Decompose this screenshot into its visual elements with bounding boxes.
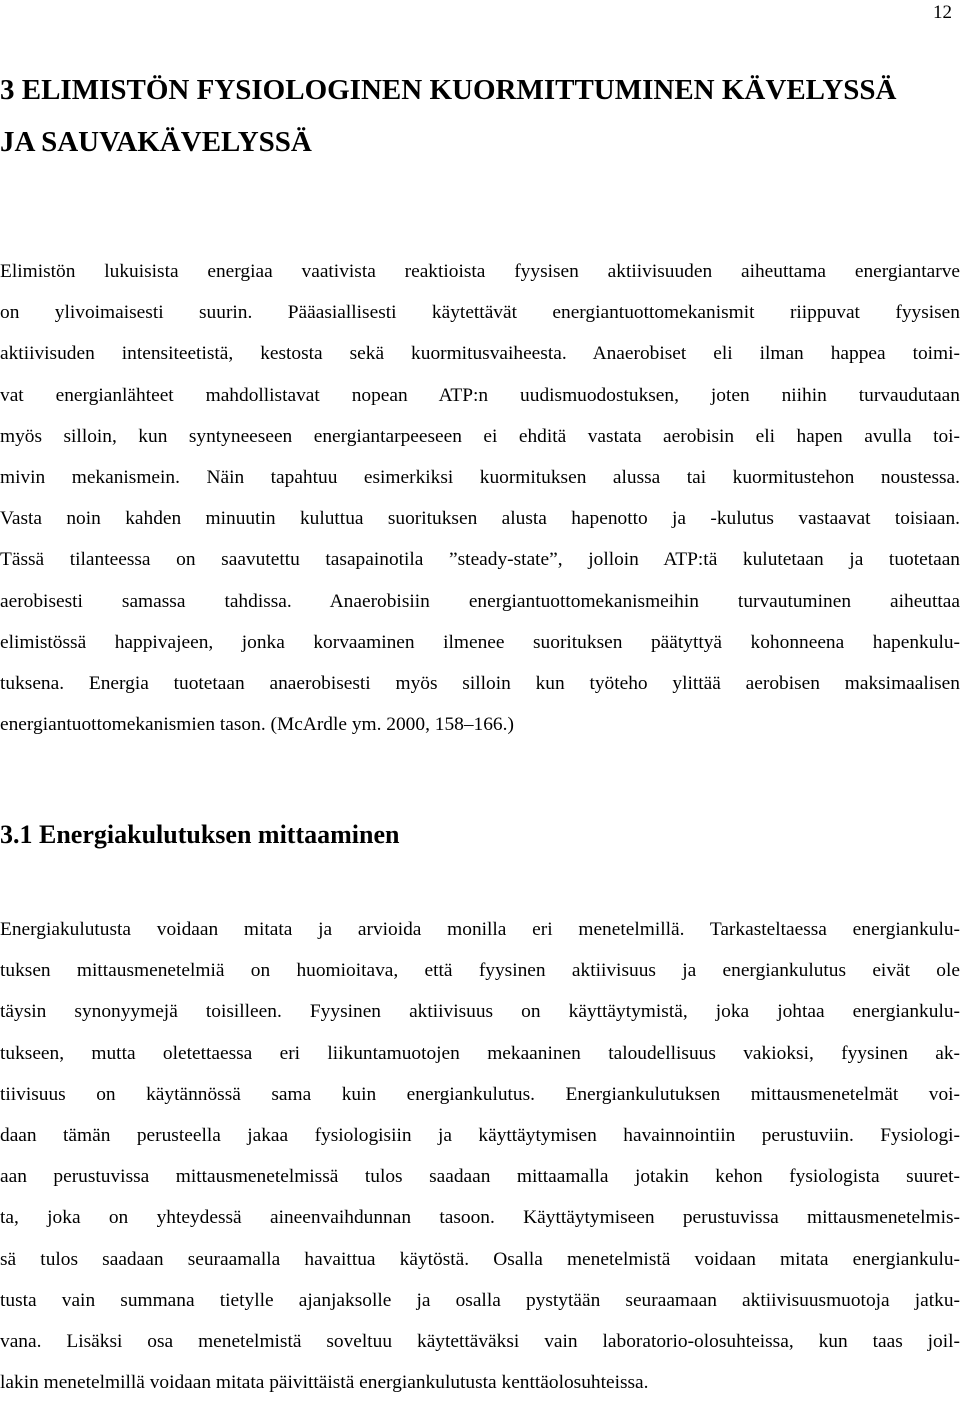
- text-line: Energiakulutusta voidaan mitata ja arvioida monilla eri menetelmillä. Tarkasteltaessa energiankulu-: [0, 919, 960, 940]
- text-line: tiivisuus on käytännössä sama kuin energiankulutus. Energiankulutuksen mittausmenetelmät voi-: [0, 1083, 960, 1105]
- text-line: sä tulos saadaan seuraamalla havaittua käytöstä. Osalla menetelmistä voidaan mitata energiankulu-: [0, 1248, 960, 1270]
- text-line: daan tämän perusteella jakaa fysiologisiin ja käyttäytymisen havainnointiin perustuviin. Fysiologi-: [0, 1125, 960, 1147]
- section-title: 3.1 Energiakulutuksen mittaaminen: [0, 820, 400, 849]
- text-line: ta, joka on yhteydessä aineenvaihdunnan tasoon. Käyttäytymiseen perustuvissa mittausmenetelmis-: [0, 1207, 960, 1229]
- chapter-title-line: JA SAUVAKÄVELYSSÄ: [0, 126, 312, 158]
- page-number: 12: [933, 2, 952, 23]
- text-line: mivin mekanismein. Näin tapahtuu esimerkiksi kuormituksen alussa tai kuormitustehon noustessa.: [0, 467, 960, 489]
- text-line: tusta vain summana tietylle ajanjaksolle ja osalla pystytään seuraamaan aktiivisuusmuotoja jatku-: [0, 1289, 960, 1311]
- paragraph-energy-production: [0, 251, 960, 745]
- text-line: lakin menetelmillä voidaan mitata päivittäistä energiankulutusta kenttäolosuhteissa.: [0, 1372, 649, 1394]
- text-line: tukseen, mutta oletettaessa eri liikuntamuotojen mekaaninen taloudellisuus vakioksi, fyysinen ak-: [0, 1042, 960, 1064]
- text-line: aan perustuvissa mittausmenetelmissä tulos saadaan mittaamalla jotakin kehon fysiologista suuret-: [0, 1166, 960, 1188]
- chapter-title: [0, 64, 960, 168]
- text-line: tuksena. Energia tuotetaan anaerobisesti myös silloin kun työteho ylittää aerobisen maksimaalisen: [0, 673, 960, 695]
- paragraph-energy-measurement: [0, 909, 960, 1403]
- text-line: on ylivoimaisesti suurin. Pääasiallisesti käytettävät energiantuottomekanismit riippuvat fyysisen: [0, 302, 960, 324]
- text-line: täysin synonyymejä toisilleen. Fyysinen aktiivisuus on käyttäytymistä, joka johtaa energiankulu-: [0, 1001, 960, 1023]
- text-line: aerobisesti samassa tahdissa. Anaerobisiin energiantuottomekanismeihin turvautuminen aiheuttaa: [0, 590, 960, 612]
- text-line: aktiivisuden intensiteetistä, kestosta sekä kuormitusvaiheesta. Anaerobiset eli ilman happea toimi-: [0, 343, 960, 365]
- text-line: Vasta noin kahden minuutin kuluttua suorituksen alusta hapenotto ja -kulutus vastaavat toisiaan.: [0, 508, 960, 530]
- text-line: tuksen mittausmenetelmiä on huomioitava, että fyysinen aktiivisuus ja energiankulutus eivät ole: [0, 960, 960, 982]
- text-line: vana. Lisäksi osa menetelmistä soveltuu käytettäväksi vain laboratorio-olosuhteissa, kun taas joil-: [0, 1331, 960, 1353]
- text-line: Tässä tilanteessa on saavutettu tasapainotila ”steady-state”, jolloin ATP:tä kulutetaan ja tuotetaan: [0, 549, 960, 571]
- text-line: energiantuottomekanismien tason. (McArdle ym. 2000, 158–166.): [0, 714, 514, 736]
- text-line: myös silloin, kun syntyneeseen energiantarpeeseen ei ehditä vastata aerobisin eli hapen avulla toi-: [0, 425, 960, 447]
- text-line: elimistössä happivajeen, jonka korvaaminen ilmenee suorituksen päätyttyä kohonneena hapenkulu-: [0, 631, 960, 653]
- chapter-title-line: 3 ELIMISTÖN FYSIOLOGINEN KUORMITTUMINEN KÄVELYSSÄ: [0, 74, 897, 106]
- text-line: vat energianlähteet mahdollistavat nopean ATP:n uudismuodostuksen, joten niihin turvaudutaan: [0, 384, 960, 406]
- text-line: Elimistön lukuisista energiaa vaativista reaktioista fyysisen aktiivisuuden aiheuttama energiantarve: [0, 261, 960, 282]
